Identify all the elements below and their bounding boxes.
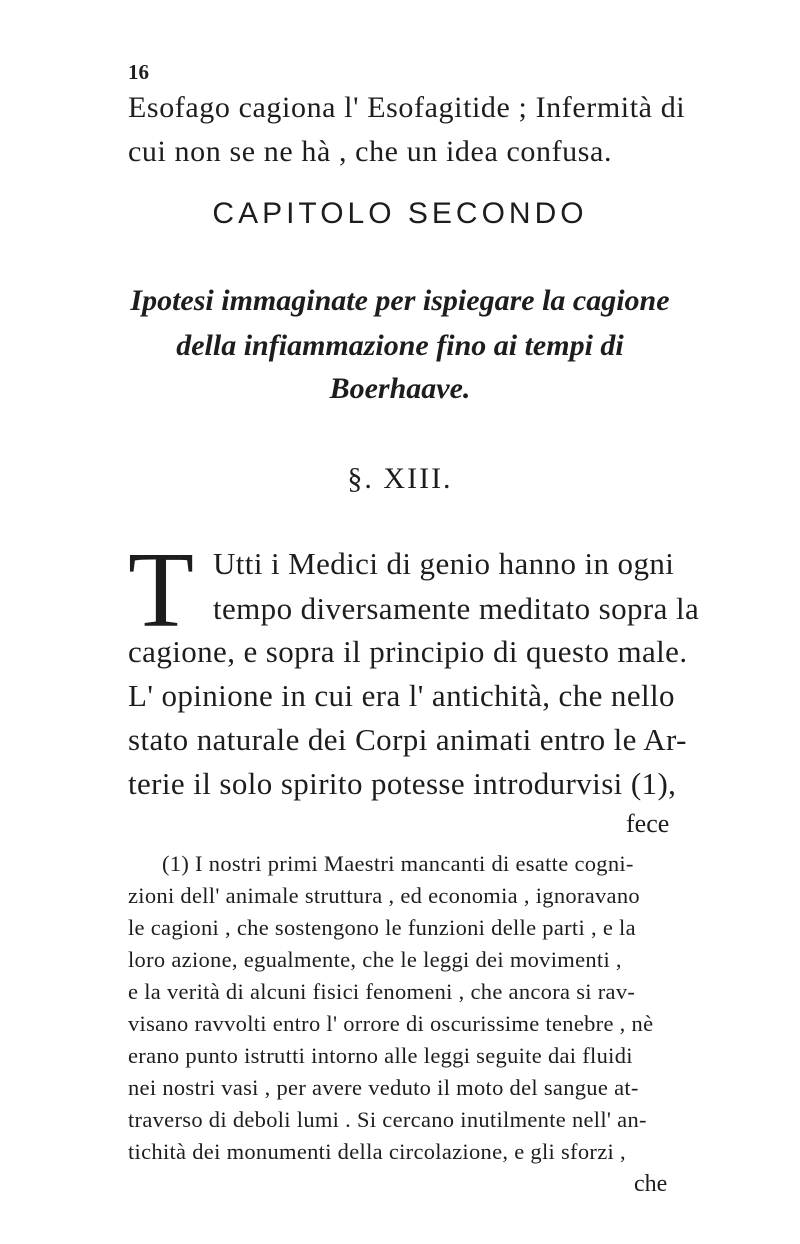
- body-text-line: tempo diversamente meditato sopra la: [213, 591, 700, 626]
- footnote-line: le cagioni , che sostengono le funzioni delle parti , e la: [128, 915, 636, 940]
- page-number: 16: [128, 60, 149, 84]
- footnote-line: zioni dell' animale struttura , ed economia , ignoravano: [128, 883, 640, 908]
- body-text-line: terie il solo spirito potesse introdurvisi (1),: [128, 766, 677, 801]
- chapter-subtitle-line: della infiammazione fino ai tempi di: [176, 329, 624, 362]
- footnote-line: (1) I nostri primi Maestri mancanti di esatte cogni-: [162, 851, 634, 876]
- footnote-line: nei nostri vasi , per avere veduto il moto del sangue at-: [128, 1075, 639, 1100]
- chapter-title: CAPITOLO SECONDO: [212, 197, 588, 230]
- footnote-line: visano ravvolti entro l' orrore di oscurissime tenebre , nè: [128, 1011, 654, 1036]
- body-text-line: Utti i Medici di genio hanno in ogni: [213, 546, 675, 581]
- body-text-line: stato naturale dei Corpi animati entro le Ar-: [128, 722, 687, 757]
- footnote-line: traverso di deboli lumi . Si cercano inutilmente nell' an-: [128, 1107, 647, 1132]
- footnote-line: loro azione, egualmente, che le leggi dei movimenti ,: [128, 947, 622, 972]
- footnote-line: erano punto istrutti intorno alle leggi seguite dai fluidi: [128, 1043, 633, 1068]
- body-text-line: L' opinione in cui era l' antichità, che nello: [128, 678, 675, 713]
- footnote-catchword: che: [634, 1171, 668, 1197]
- section-heading: §. XIII.: [347, 462, 453, 495]
- chapter-subtitle-line: Ipotesi immaginate per ispiegare la cagione: [130, 284, 670, 317]
- chapter-subtitle-line: Boerhaave.: [329, 372, 471, 405]
- footnote-line: tichità dei monumenti della circolazione, e gli sforzi ,: [128, 1139, 626, 1164]
- footnote-line: e la verità di alcuni fisici fenomeni , che ancora si rav-: [128, 979, 636, 1004]
- catchword: fece: [626, 809, 670, 838]
- body-text-line: cagione, e sopra il principio di questo male.: [128, 634, 688, 669]
- continued-text-line: Esofago cagiona l' Esofagitide ; Infermità di: [128, 91, 686, 124]
- drop-cap: T: [128, 531, 194, 650]
- continued-text-line: cui non se ne hà , che un idea confusa.: [128, 135, 613, 168]
